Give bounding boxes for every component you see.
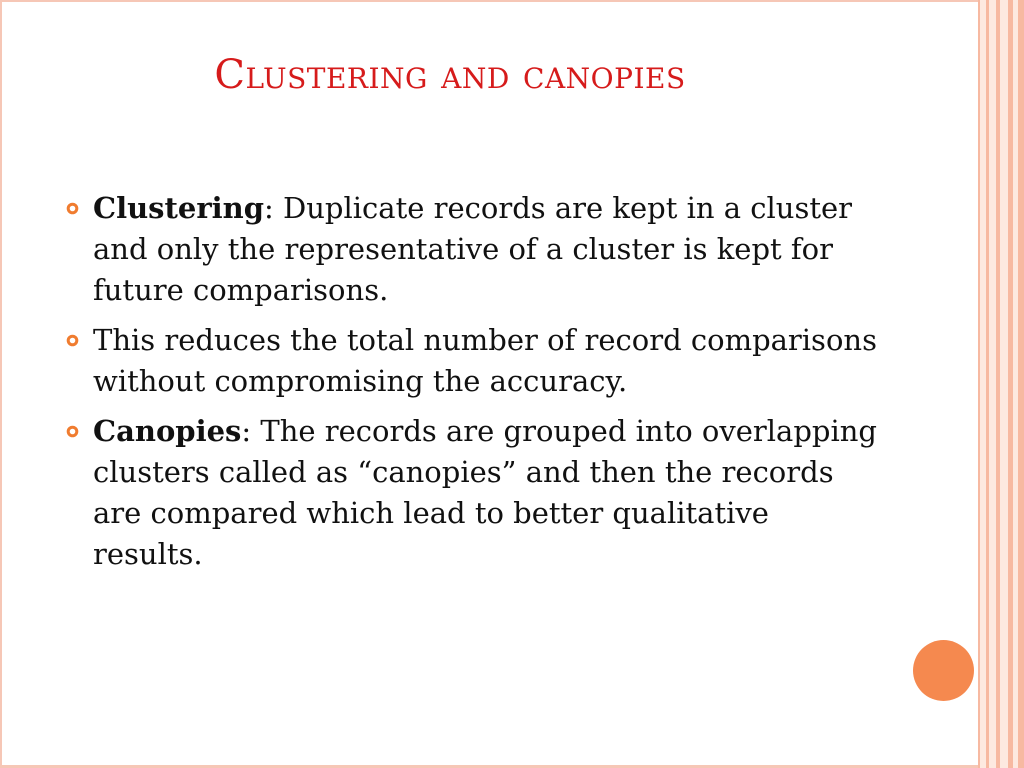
frame-left-border (0, 0, 2, 768)
right-stripe-band (978, 0, 1024, 768)
orange-ring-icon (66, 334, 79, 347)
stripe (1008, 0, 1013, 768)
stripe (996, 0, 1000, 768)
bullet-term: Clustering (93, 191, 265, 225)
stripe (978, 0, 980, 768)
orange-ring-icon (66, 425, 79, 438)
orange-ring-icon (66, 202, 79, 215)
slide-title-text: Clustering and canopies (214, 52, 686, 98)
bullet-list (66, 188, 886, 584)
orange-circle-decoration (913, 640, 974, 701)
bullet-text: This reduces the total number of record comparisons without compromising the accuracy. (93, 323, 877, 398)
bullet-text: : Duplicate records are kept in a cluster and only the representative of a cluster is kept for future comparisons. (93, 191, 853, 307)
bullet-item-clustering (66, 188, 886, 311)
bullet-item-canopies (66, 411, 886, 575)
frame-top-border (0, 0, 1024, 2)
stripe (986, 0, 989, 768)
bullet-item-reduces (66, 320, 886, 402)
stripe (1018, 0, 1024, 768)
bullet-text: : The records are grouped into overlapping clusters called as “canopies” and then the records are compared which lead to better qualitative results. (93, 414, 877, 571)
slide-title (0, 52, 900, 98)
bullet-term: Canopies (93, 414, 242, 448)
